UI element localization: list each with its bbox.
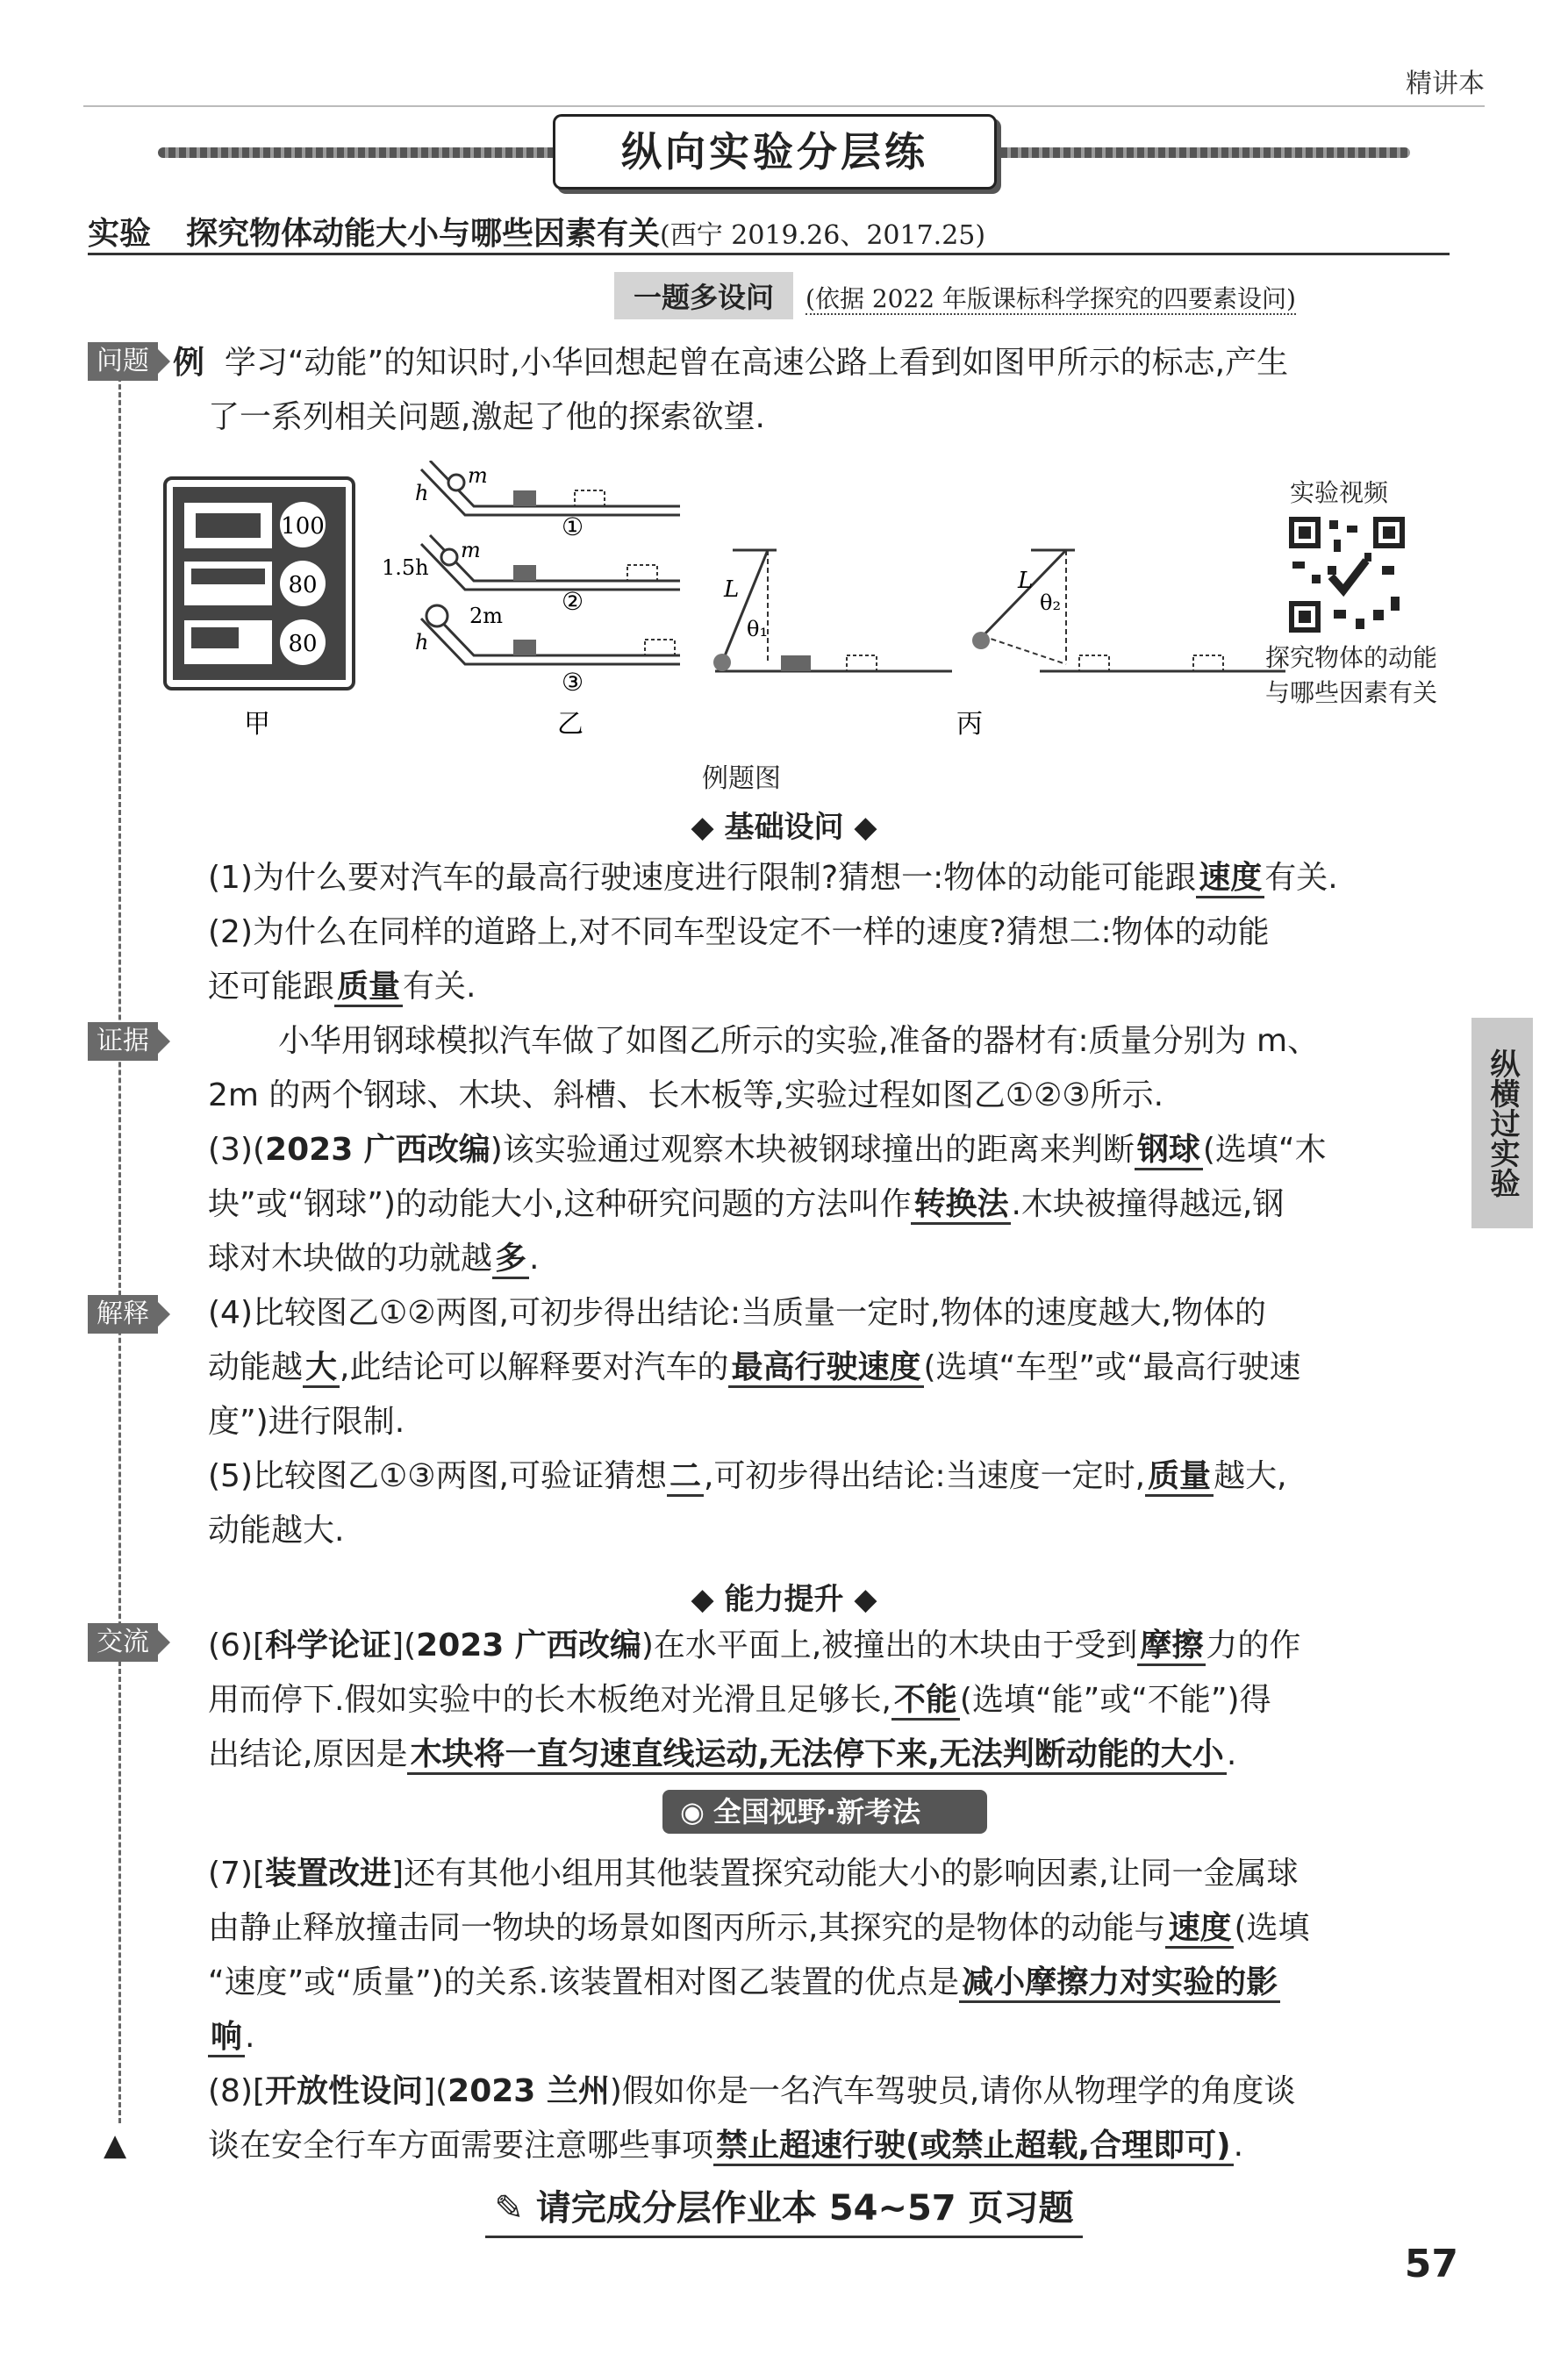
q-text: )假如你是一名汽车驾驶员,请你从物理学的角度谈 [609,2073,1296,2109]
intro-line: 了一系列相关问题,激起了他的探索欲望. [208,399,765,435]
q-text: ]还有其他小组用其他装置探究动能大小的影响因素,让同一金属球 [391,1856,1299,1892]
answer: 木块将一直匀速直线运动,无法停下来,无法判断动能的大小 [407,1736,1226,1775]
question-tag: 科学论证 [265,1628,392,1663]
end-arrow-icon: ▲ [104,2128,127,2163]
block-end-position [627,565,657,581]
speed-value: 80 [288,572,318,598]
q-text: . [529,1241,540,1277]
q-text: (6)[ [208,1628,266,1663]
steel-ball [441,549,457,565]
side-dashed-line [118,368,121,2123]
wood-block [513,565,536,581]
q-text: ]( [391,1628,417,1663]
setup-number: ③ [562,668,584,697]
q-text: 力的作 [1206,1628,1301,1663]
q-text: (8)[ [208,2073,266,2109]
answer: 最高行驶速度 [728,1349,923,1388]
book-section-tag: 精讲本 [1406,68,1485,99]
q-text: (选填“车型”或“最高行驶速 [923,1349,1301,1385]
figure-caption: 例题图 [702,763,781,794]
figure-label-yi: 乙 [557,709,584,740]
question-8 [208,2064,1445,2119]
figure-label-bing: 丙 [956,709,983,740]
q-text: 越大, [1214,1458,1287,1494]
answer: 钢球 [1135,1132,1203,1170]
question-1 [208,851,1445,905]
height-label: h [415,481,429,505]
tag-exchange: 交流 [88,1623,158,1662]
question-7 [208,1847,1445,1901]
national-questions [208,1847,1445,2173]
q-text: (1)为什么要对汽车的最高行驶速度进行限制?猜想一:物体的动能可能跟 [208,860,1197,896]
mass-label: m [461,538,481,562]
experiment-topic: 探究物体动能大小与哪些因素有关 [186,216,661,252]
block-end-position [1193,655,1223,671]
homework-reminder-text: 请完成分层作业本 54~57 页习题 [535,2188,1074,2229]
height-label: 1.5h [382,555,429,580]
q-text: . [1226,1736,1237,1772]
title-banner [158,114,1410,193]
q-text: (选填“木 [1202,1132,1327,1168]
metal-ball [972,632,990,649]
bus-icon [184,562,272,605]
answer: 摩擦 [1137,1628,1206,1666]
q-text: ]( [423,2073,448,2109]
q-text: .木块被撞得越远,钢 [1011,1186,1285,1222]
length-label: L [1018,568,1034,594]
q-text: ,此结论可以解释要对汽车的 [340,1349,729,1385]
qr-code-icon[interactable] [1285,513,1408,636]
multi-question-basis: (依据 2022 年版课标科学探究的四要素设问) [805,284,1296,313]
setup-number: ① [562,512,584,541]
q-text: (选填 [1234,1910,1310,1946]
wood-block [781,655,811,671]
angle-label: θ₂ [1040,590,1062,615]
answer: 二 [667,1458,704,1497]
length-label: L [724,576,740,603]
angle-label: θ₁ [747,617,769,641]
advance-section-title: 能力提升 [724,1582,844,1617]
q-text: 动能越大. [208,1513,345,1549]
wood-block [513,490,536,506]
answer: 不能 [891,1682,960,1721]
q-text: 谈在安全行车方面需要注意哪些事项 [208,2128,714,2164]
wood-block [513,640,536,655]
answer: 大 [303,1349,340,1388]
qr-description [1250,640,1452,711]
chapter-side-tab[interactable]: 纵横过实验 [1471,1018,1533,1228]
basic-section-title: 基础设问 [724,810,844,845]
steel-ball [426,605,447,626]
national-badge [662,1790,987,1834]
steel-ball [448,475,464,490]
question-5 [208,1449,1445,1504]
eye-icon: ◉ [680,1795,705,1828]
q-text: (3)( [208,1132,266,1168]
answer: 多 [492,1241,529,1279]
question-tag: 开放性设问 [265,2073,424,2109]
q-text: )在水平面上,被撞出的木块由于受到 [641,1628,1138,1663]
mass-label: 2m [469,604,504,628]
question-source: 2023 兰州 [447,2073,610,2109]
advance-questions [208,1619,1445,1782]
question-source: 2023 广西改编 [265,1132,490,1168]
q-text: 由静止释放撞击同一物块的场景如图丙所示,其探究的是物体的动能与 [208,1910,1166,1946]
incline-setups [421,461,680,664]
question-2 [208,905,1445,960]
q-text: (5)比较图乙①③两图,可验证猜想 [208,1458,667,1494]
block-end-position [645,640,675,655]
qr-title: 实验视频 [1290,478,1389,507]
qr-description-line: 探究物体的动能 [1264,643,1437,672]
metal-ball [713,654,731,671]
experiment-label: 实验 [88,216,152,252]
q-text: “速度”或“质量”)的关系.该装置相对图乙装置的优点是 [208,1964,960,2000]
intro-line: 学习“动能”的知识时,小华回想起曾在高速公路上看到如图甲所示的标志,产生 [224,345,1289,381]
q-text: . [1233,2128,1244,2164]
multi-question-label: 一题多设问 [614,272,793,319]
q-text: 用而停下.假如实验中的长木板绝对光滑且足够长, [208,1682,891,1718]
q-text: . [245,2019,255,2055]
intro-paragraph [173,336,1445,445]
block-end-position [847,655,877,671]
block-end-position [575,490,605,506]
q-text: ,可初步得出结论:当速度一定时, [704,1458,1146,1494]
multi-question-header [614,272,1296,319]
figure-label-jia: 甲 [244,709,270,740]
q-text: 块”或“钢球”)的动能大小,这种研究问题的方法叫作 [208,1186,912,1222]
page-number: 57 [1404,2242,1458,2286]
q-text: 有关. [403,969,476,1005]
q-text: 还可能跟 [208,969,335,1005]
speed-value: 100 [281,513,325,540]
q-text: 度”)进行限制. [208,1404,405,1440]
answer: 质量 [1145,1458,1214,1497]
truck-icon [184,620,272,664]
question-3 [208,1123,1445,1177]
block-end-position [1079,655,1109,671]
q-text: (选填“能”或“不能”)得 [959,1682,1271,1718]
height-label: h [415,630,429,655]
car-icon [184,503,272,548]
national-badge-label: 全国视野·新考法 [712,1795,921,1828]
example-label: 例 [173,345,205,381]
answer: 速度 [1165,1910,1234,1949]
tag-evidence: 证据 [88,1022,158,1061]
q-text: 动能越 [208,1349,304,1385]
evidence-paragraph: 小华用钢球模拟汽车做了如图乙所示的实验,准备的器材有:质量分别为 m、 [278,1023,1320,1059]
q-text: (7)[ [208,1856,266,1892]
advance-section-heading: ◆ 能力提升 ◆ [691,1582,877,1617]
header-rule [83,105,1485,107]
example-figure [162,461,1443,794]
answer: 减小摩擦力对实验的影 [959,1964,1280,2003]
q-text: (2)为什么在同样的道路上,对不同车型设定不一样的速度?猜想二:物体的动能 [208,914,1270,950]
answer: 质量 [334,969,403,1007]
question-source: 2023 广西改编 [416,1628,641,1663]
q-text: 出结论,原因是 [208,1736,408,1772]
setup-number: ② [562,587,584,616]
question-6 [208,1619,1445,1673]
pencil-icon: ✎ [494,2188,536,2229]
homework-reminder [0,2180,1568,2238]
answer: 转换法 [911,1186,1011,1225]
question-4: (4)比较图乙①②两图,可初步得出结论:当质量一定时,物体的速度越大,物体的 [208,1295,1267,1331]
answer: 速度 [1196,860,1264,898]
speed-value: 80 [288,631,318,657]
tag-explain: 解释 [88,1295,158,1334]
experiment-source: (西宁 2019.26、2017.25) [660,220,986,251]
evidence-paragraph-line: 2m 的两个钢球、木块、斜槽、长木板等,实验过程如图乙①②③所示. [208,1077,1164,1113]
question-tag: 装置改进 [265,1856,392,1892]
q-text: 有关. [1264,860,1338,896]
answer: 禁止超速行驶(或禁止超载,合理即可) [713,2128,1234,2166]
q-text: )该实验通过观察木块被钢球撞出的距离来判断 [490,1132,1135,1168]
answer: 响 [208,2019,245,2057]
qr-description-line: 与哪些因素有关 [1264,678,1437,707]
basic-questions [208,851,1445,1558]
pendulum-setups [715,550,1285,671]
speed-limit-sign [165,478,354,689]
page-title: 纵向实验分层练 [553,114,997,190]
experiment-heading [88,209,1450,255]
q-text: 球对木块做的功就越 [208,1241,493,1277]
tag-question: 问题 [88,342,158,381]
mass-label: m [468,463,488,488]
basic-section-heading: ◆ 基础设问 ◆ [691,810,877,845]
